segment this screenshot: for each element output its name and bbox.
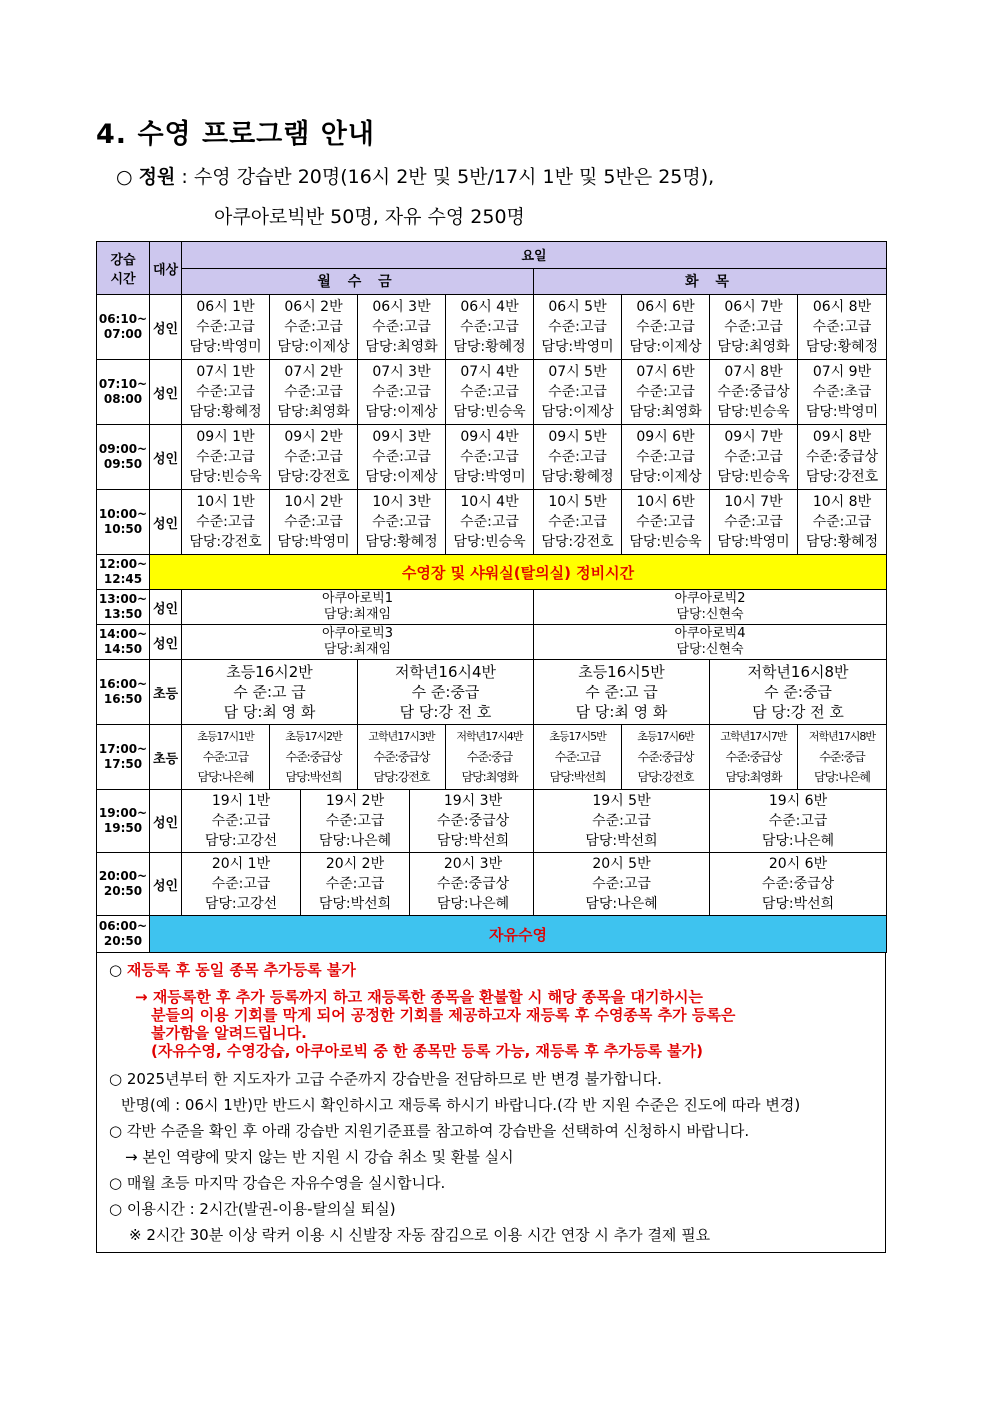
class-name: 07시 3반 [372, 364, 431, 380]
class-name: 초등17시2반 [285, 730, 342, 743]
class-cell [358, 490, 446, 555]
class-name: 09시 4반 [460, 429, 519, 445]
class-instructor: 담당:빈승욱 [453, 534, 526, 550]
class-name: 06시 4반 [460, 299, 519, 315]
class-instructor: 담당:황혜정 [453, 339, 526, 355]
class-level: 수준:고급 [325, 876, 385, 892]
aqua-cell [182, 625, 534, 660]
target-cell: 성인 [150, 295, 182, 360]
class-cell [710, 790, 887, 853]
class-cell [798, 725, 887, 790]
class-cell [358, 725, 446, 790]
class-instructor: 담당:박선희 [436, 833, 510, 849]
class-level: 수준:고급 [196, 319, 255, 335]
class-instructor: 담당:나은혜 [436, 896, 510, 912]
class-level: 수준:중급 [466, 750, 513, 764]
free-swim-bar: 자유수영 [150, 916, 887, 953]
class-level: 수준:고급 [284, 384, 343, 400]
class-name: 초등16시5반 [578, 663, 665, 681]
class-cell [270, 425, 358, 490]
class-name: 09시 2반 [284, 429, 343, 445]
time-cell: 14:00~ 14:50 [97, 625, 150, 660]
class-name: 고학년17시3반 [368, 730, 435, 743]
target-cell: 성인 [150, 590, 182, 625]
class-cell [534, 660, 710, 725]
note-2-detail: 반명(예 : 06시 1반)만 반드시 확인하시고 재등록 하시기 바랍니다.(각 반 지원 수준은 진도에 따라 변경) [121, 1096, 801, 1114]
class-level: 수준:고급 [460, 449, 519, 465]
class-level: 수준:고급 [196, 449, 255, 465]
class-name: 저학년16시4반 [394, 663, 497, 681]
class-cell [358, 360, 446, 425]
note-5: ○ 이용시간 : 2시간(발권-이용-탈의실 퇴실) [109, 1200, 396, 1218]
class-instructor: 담당:빈승욱 [629, 534, 702, 550]
class-instructor: 담당:최영화 [461, 770, 518, 784]
class-name: 19시 3반 [443, 793, 503, 809]
class-name: 06시 2반 [284, 299, 343, 315]
class-level: 수준:고급 [548, 384, 607, 400]
class-level: 수 준:중급 [764, 683, 832, 701]
class-instructor: 담당:나은혜 [761, 833, 835, 849]
class-level: 수준:고급 [325, 813, 385, 829]
class-instructor: 담당:이제상 [541, 404, 614, 420]
class-level: 수준:고급 [372, 384, 431, 400]
class-level: 수준:중급상 [373, 750, 430, 764]
class-level: 수준:고급 [768, 813, 828, 829]
class-level: 수준:고급 [372, 514, 431, 530]
class-name: 20시 6반 [768, 856, 828, 872]
class-cell [358, 295, 446, 360]
class-level: 수 준:중급 [411, 683, 480, 701]
class-name: 아쿠아로빅4 [674, 626, 746, 641]
class-level: 수준:고급 [548, 319, 607, 335]
class-instructor: 담당:박영미 [805, 404, 879, 420]
class-instructor: 담당:이제상 [365, 404, 438, 420]
class-instructor: 담당:박영미 [717, 534, 790, 550]
class-cell [798, 425, 887, 490]
maintenance-bar: 수영장 및 샤워실(탈의실) 정비시간 [150, 555, 887, 590]
class-instructor: 담당:강전호 [373, 770, 430, 784]
class-name: 06시 5반 [548, 299, 607, 315]
class-name: 07시 4반 [460, 364, 519, 380]
class-level: 수 준:고 급 [585, 683, 658, 701]
class-name: 10시 1반 [196, 494, 255, 510]
class-level: 수준:고급 [284, 449, 343, 465]
class-cell [270, 360, 358, 425]
class-name: 19시 1반 [211, 793, 271, 809]
time-cell: 19:00~ 19:50 [97, 790, 150, 853]
class-cell [270, 725, 358, 790]
class-cell [446, 725, 534, 790]
class-cell [270, 295, 358, 360]
class-name: 20시 5반 [592, 856, 651, 872]
class-instructor: 담당:최영화 [277, 404, 350, 420]
class-cell [301, 853, 410, 915]
class-level: 수준:고급 [812, 514, 872, 530]
class-name: 초등16시2반 [226, 663, 313, 681]
class-instructor: 담 당:최 영 화 [575, 703, 668, 721]
class-level: 수준:중급 [819, 750, 865, 764]
class-level: 수준:고급 [202, 750, 249, 764]
class-level: 수준:고급 [724, 319, 783, 335]
class-level: 수준:중급상 [436, 876, 510, 892]
evening-left [182, 853, 534, 916]
header-target: 대상 [150, 242, 182, 295]
class-instructor: 담당:고강선 [204, 896, 278, 912]
class-cell [534, 725, 622, 790]
class-cell [710, 295, 798, 360]
class-level: 수준:고급 [211, 876, 271, 892]
class-level: 수준:중급상 [761, 876, 835, 892]
class-level: 수준:고급 [592, 876, 651, 892]
class-name: 고학년17시7반 [720, 730, 787, 743]
class-name: 10시 7반 [724, 494, 783, 510]
class-level: 수준:초급 [812, 384, 872, 400]
note-3: ○ 각반 수준을 확인 후 아래 강습반 지원기준표를 참고하여 강습반을 선택하여 신청하시 바랍니다. [109, 1122, 750, 1140]
class-name: 20시 1반 [211, 856, 271, 872]
header-day: 요일 [182, 242, 887, 269]
evening-subtable [182, 790, 534, 852]
class-cell [446, 360, 534, 425]
class-level: 수준:고급 [196, 384, 255, 400]
class-level: 수준:고급 [548, 514, 607, 530]
class-instructor: 담당:박영미 [541, 339, 614, 355]
class-instructor: 담당:최영화 [629, 404, 702, 420]
class-instructor: 담당:황혜정 [189, 404, 262, 420]
target-cell: 초등 [150, 725, 182, 790]
time-cell: 12:00~ 12:45 [97, 555, 150, 590]
class-level: 수준:고급 [196, 514, 255, 530]
capacity-text: : 수영 강습반 20명(16시 2반 및 5반/17시 1반 및 5반은 25명), [181, 166, 715, 188]
class-level: 수준:고급 [372, 449, 431, 465]
class-name: 10시 5반 [548, 494, 607, 510]
class-name: 저학년17시4반 [456, 730, 523, 743]
class-name: 10시 4반 [460, 494, 519, 510]
class-name: 아쿠아로빅1 [321, 591, 394, 606]
class-level: 수준:고급 [724, 449, 783, 465]
class-instructor: 담당:빈승욱 [453, 404, 526, 420]
class-cell [710, 360, 798, 425]
class-cell [182, 490, 270, 555]
class-cell [182, 295, 270, 360]
class-level: 수준:중급상 [717, 384, 790, 400]
class-instructor: 담당:박선희 [585, 833, 658, 849]
class-instructor: 담당:빈승욱 [717, 404, 790, 420]
notes-box [96, 953, 886, 1253]
class-name: 09시 7반 [724, 429, 783, 445]
class-level: 수준:고급 [548, 449, 607, 465]
class-instructor: 담 당:강 전 호 [399, 703, 492, 721]
class-cell [622, 360, 710, 425]
class-name: 10시 6반 [636, 494, 695, 510]
class-name: 07시 6반 [636, 364, 695, 380]
class-name: 아쿠아로빅3 [321, 626, 394, 641]
class-instructor: 담당:나은혜 [318, 833, 392, 849]
class-name: 초등17시6반 [637, 730, 694, 743]
class-name: 10시 8반 [812, 494, 872, 510]
class-instructor: 담당:박선희 [285, 770, 342, 784]
class-cell [182, 660, 358, 725]
header-mwf: 월 수 금 [182, 268, 534, 295]
class-level: 수준:고급 [211, 813, 271, 829]
target-cell: 성인 [150, 360, 182, 425]
class-instructor: 담당:박선희 [761, 896, 835, 912]
note-4: ○ 매월 초등 마지막 강습은 자유수영을 실시합니다. [109, 1174, 446, 1192]
class-instructor: 담당:나은혜 [585, 896, 658, 912]
class-cell [301, 790, 410, 852]
class-level: 수준:고급 [636, 384, 695, 400]
class-cell [358, 425, 446, 490]
target-cell: 성인 [150, 625, 182, 660]
class-level: 수준:고급 [724, 514, 783, 530]
class-instructor: 담당:황혜정 [805, 534, 879, 550]
class-name: 19시 2반 [325, 793, 385, 809]
class-level: 수준:중급상 [725, 750, 782, 764]
class-level: 수준:고급 [812, 319, 872, 335]
class-level: 수준:중급상 [285, 750, 342, 764]
class-level: 수준:고급 [636, 449, 695, 465]
class-name: 07시 9반 [812, 364, 872, 380]
evening-left [182, 790, 534, 853]
class-cell [534, 853, 710, 916]
schedule-table [96, 241, 887, 953]
class-instructor: 담당:박영미 [277, 534, 350, 550]
class-name: 초등17시5반 [549, 730, 606, 743]
time-cell: 17:00~ 17:50 [97, 725, 150, 790]
time-cell: 13:00~ 13:50 [97, 590, 150, 625]
class-level: 수준:고급 [284, 319, 343, 335]
class-instructor: 담당:이제상 [365, 469, 438, 485]
class-instructor: 담당:나은혜 [197, 770, 254, 784]
class-level: 수준:중급상 [805, 449, 879, 465]
class-instructor: 담당:나은혜 [813, 770, 870, 784]
class-cell [182, 853, 301, 915]
class-name: 20시 3반 [443, 856, 503, 872]
capacity-line-1 [116, 162, 714, 189]
note-2: ○ 2025년부터 한 지도자가 고급 수준까지 강습반을 전담하므로 반 변경 불가합니다. [109, 1070, 662, 1088]
class-cell [534, 295, 622, 360]
class-name: 07시 5반 [548, 364, 607, 380]
class-cell [798, 295, 887, 360]
class-instructor: 담당:이제상 [629, 339, 702, 355]
time-cell: 10:00~ 10:50 [97, 490, 150, 555]
class-cell [710, 853, 887, 916]
class-level: 수준:고급 [636, 514, 695, 530]
class-cell [622, 295, 710, 360]
class-cell [622, 725, 710, 790]
class-instructor: 담당:박선희 [549, 770, 606, 784]
class-level: 담당:최재임 [323, 642, 392, 657]
capacity-label: 정원 [138, 166, 176, 188]
class-name: 저학년16시8반 [747, 663, 849, 681]
class-level: 수준:고급 [636, 319, 695, 335]
target-cell: 성인 [150, 790, 182, 853]
class-cell [358, 660, 534, 725]
class-name: 07시 2반 [284, 364, 343, 380]
class-name: 09시 8반 [812, 429, 872, 445]
class-name: 19시 5반 [592, 793, 651, 809]
class-name: 19시 6반 [768, 793, 828, 809]
class-instructor: 담당:박선희 [318, 896, 392, 912]
time-cell: 07:10~ 08:00 [97, 360, 150, 425]
class-instructor: 담 당:강 전 호 [752, 703, 844, 721]
note-3-detail: → 본인 역량에 맞지 않는 반 지원 시 강습 취소 및 환불 실시 [125, 1148, 514, 1166]
class-instructor: 담당:강전호 [805, 469, 879, 485]
class-cell [182, 360, 270, 425]
class-level: 수준:고급 [460, 514, 519, 530]
aqua-cell [182, 590, 534, 625]
class-level: 수준:고급 [372, 319, 431, 335]
target-cell: 성인 [150, 490, 182, 555]
class-level: 수준:중급상 [436, 813, 510, 829]
class-instructor: 담당:강전호 [189, 534, 262, 550]
class-name: 06시 1반 [196, 299, 255, 315]
class-cell [182, 425, 270, 490]
class-cell [710, 725, 798, 790]
note-5-detail: ※ 2시간 30분 이상 락커 이용 시 신발장 자동 잠김으로 이용 시간 연장 시 추가 결제 필요 [129, 1226, 711, 1244]
class-cell [798, 490, 887, 555]
class-name: 10시 2반 [284, 494, 343, 510]
class-instructor: 담당:이제상 [629, 469, 702, 485]
class-instructor: 담당:황혜정 [541, 469, 614, 485]
class-cell [710, 660, 887, 725]
class-name: 09시 1반 [196, 429, 255, 445]
class-cell [446, 425, 534, 490]
aqua-cell [534, 590, 887, 625]
class-instructor: 담당:최영화 [725, 770, 782, 784]
class-level: 담당:최재임 [323, 607, 392, 622]
class-instructor: 담당:황혜정 [365, 534, 438, 550]
class-instructor: 담당:최영화 [365, 339, 438, 355]
class-instructor: 담당:고강선 [204, 833, 278, 849]
class-cell [534, 425, 622, 490]
class-name: 09시 6반 [636, 429, 695, 445]
class-level: 수 준:고 급 [233, 683, 306, 701]
time-cell: 09:00~ 09:50 [97, 425, 150, 490]
class-instructor: 담당:박영미 [189, 339, 262, 355]
class-cell [270, 490, 358, 555]
header-time: 강습 시간 [97, 242, 150, 295]
class-level: 수준:중급상 [637, 750, 694, 764]
class-cell [622, 490, 710, 555]
class-instructor: 담당:빈승욱 [717, 469, 790, 485]
target-cell: 성인 [150, 853, 182, 916]
target-cell: 성인 [150, 425, 182, 490]
class-instructor: 담당:강전호 [277, 469, 350, 485]
class-name: 06시 6반 [636, 299, 695, 315]
class-instructor: 담당:강전호 [637, 770, 694, 784]
class-name: 06시 7반 [724, 299, 783, 315]
class-cell [446, 490, 534, 555]
page-title: 4. 수영 프로그램 안내 [96, 119, 375, 150]
class-level: 수준:고급 [592, 813, 651, 829]
class-cell [710, 490, 798, 555]
class-level: 수준:고급 [284, 514, 343, 530]
class-cell [182, 725, 270, 790]
target-cell: 초등 [150, 660, 182, 725]
note-1: ○ 재등록 후 동일 종목 추가등록 불가 [109, 961, 356, 979]
class-level: 수준:고급 [460, 384, 519, 400]
class-name: 07시 8반 [724, 364, 783, 380]
note-1-detail: → 재등록한 후 추가 등록까지 하고 재등록한 종목을 환불할 시 해당 종목을 대기하시는 분들의 이용 기회를 막게 되어 공정한 기회를 제공하고자 재등록 후 수영종목 추가 등록은 불가함을 알려드립니다. (자유수영, 수영강습, 아쿠아로빅 중 한 종목만 등록 가능, 재등록 후 추가등록 불가) [135, 988, 736, 1060]
class-name: 06시 3반 [372, 299, 431, 315]
class-instructor: 담당:최영화 [717, 339, 790, 355]
class-name: 09시 5반 [548, 429, 607, 445]
header-tt: 화 목 [534, 268, 887, 295]
class-instructor: 담당:빈승욱 [189, 469, 262, 485]
time-cell: 06:00~ 20:50 [97, 916, 150, 953]
class-cell [534, 360, 622, 425]
class-cell [446, 295, 534, 360]
class-level: 담당:신현숙 [676, 642, 744, 657]
capacity-line-2: 아쿠아로빅반 50명, 자유 수영 250명 [214, 206, 525, 228]
class-instructor: 담당:황혜정 [805, 339, 879, 355]
time-cell: 20:00~ 20:50 [97, 853, 150, 916]
class-cell [534, 790, 710, 853]
aqua-cell [534, 625, 887, 660]
bullet: ○ [116, 166, 133, 188]
class-name: 09시 3반 [372, 429, 431, 445]
class-cell [710, 425, 798, 490]
class-instructor: 담당:이제상 [277, 339, 350, 355]
class-level: 수준:고급 [554, 750, 601, 764]
class-cell [534, 490, 622, 555]
class-name: 10시 3반 [372, 494, 431, 510]
class-cell [622, 425, 710, 490]
class-level: 담당:신현숙 [676, 607, 744, 622]
class-name: 20시 2반 [325, 856, 385, 872]
class-cell [182, 790, 301, 852]
class-name: 06시 8반 [812, 299, 872, 315]
class-instructor: 담당:강전호 [541, 534, 614, 550]
class-cell [410, 853, 534, 915]
class-instructor: 담 당:최 영 화 [223, 703, 316, 721]
class-cell [798, 360, 887, 425]
class-name: 아쿠아로빅2 [674, 591, 746, 606]
time-cell: 06:10~ 07:00 [97, 295, 150, 360]
class-instructor: 담당:박영미 [453, 469, 526, 485]
class-name: 초등17시1반 [197, 730, 254, 743]
time-cell: 16:00~ 16:50 [97, 660, 150, 725]
evening-subtable [182, 853, 534, 915]
class-cell [410, 790, 534, 852]
class-name: 07시 1반 [196, 364, 255, 380]
class-level: 수준:고급 [460, 319, 519, 335]
class-name: 저학년17시8반 [808, 730, 876, 743]
